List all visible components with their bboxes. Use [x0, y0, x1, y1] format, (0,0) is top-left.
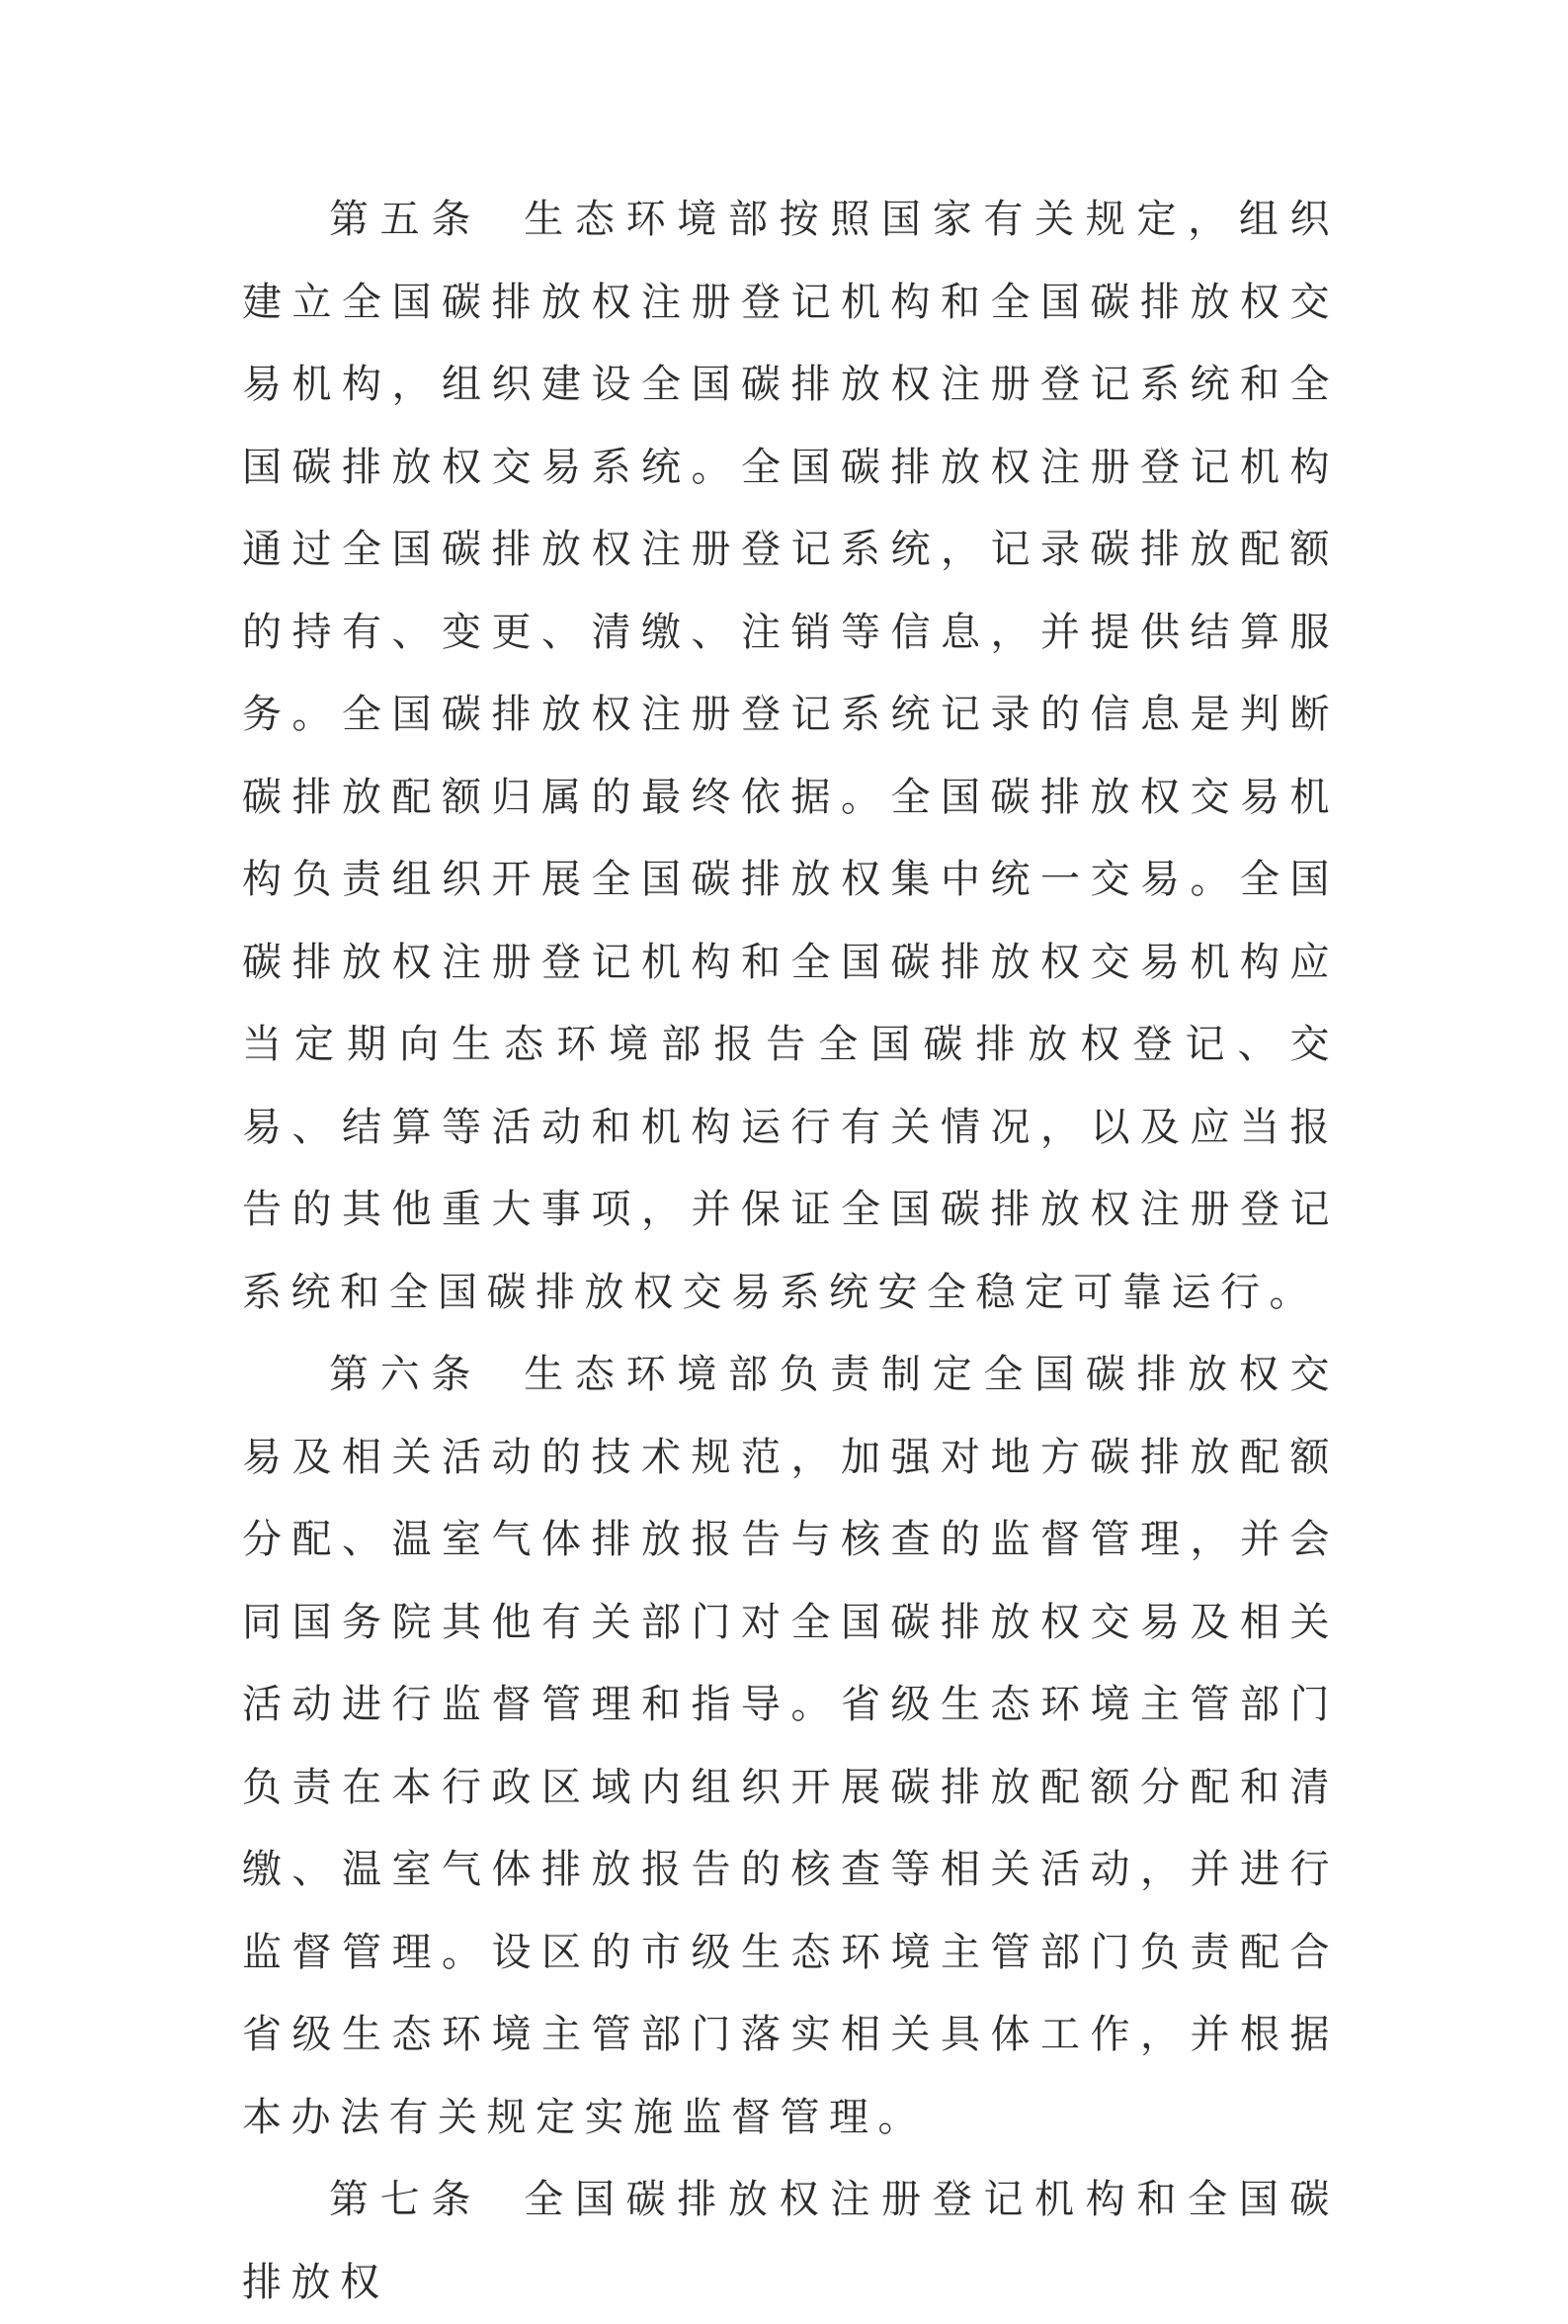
- article-5: [242, 179, 1339, 1334]
- article-number: 第七条: [329, 2177, 483, 2222]
- article-text: 全国碳排放权注册登记机构和全国碳排放权: [242, 2177, 1340, 2305]
- article-7: [242, 2159, 1339, 2324]
- article-text: 生态环境部按照国家有关规定，组织建立全国碳排放权注册登记机构和全国碳排放权交易机构，组织建设全国碳排放权注册登记系统和全国碳排放权交易系统。全国碳排放权注册登记机构通过全国碳排放权注册登记系统，记录碳排放配额的持有、变更、清缴、注销等信息，并提供结算服务。全国碳排放权注册登记系统记录的信息是判断碳排放配额归属的最终依据。全国碳排放权交易机构负责组织开展全国碳排放权集中统一交易。全国碳排放权注册登记机构和全国碳排放权交易机构应当定期向生态环境部报告全国碳排放权登记、交易、结算等活动和机构运行有关情况，以及应当报告的其他重大事项，并保证全国碳排放权注册登记系统和全国碳排放权交易系统安全稳定可靠运行。: [242, 197, 1340, 1315]
- article-number: 第六条: [329, 1352, 483, 1397]
- article-6: [242, 1334, 1339, 2159]
- article-text: 生态环境部负责制定全国碳排放权交易及相关活动的技术规范，加强对地方碳排放配额分配、温室气体排放报告与核查的监督管理，并会同国务院其他有关部门对全国碳排放权交易及相关活动进行监督管理和指导。省级生态环境主管部门负责在本行政区域内组织开展碳排放配额分配和清缴、温室气体排放报告的核查等相关活动，并进行监督管理。设区的市级生态环境主管部门负责配合省级生态环境主管部门落实相关具体工作，并根据本办法有关规定实施监督管理。: [242, 1352, 1340, 2140]
- article-number: 第五条: [329, 197, 483, 242]
- document-body: [242, 179, 1339, 2324]
